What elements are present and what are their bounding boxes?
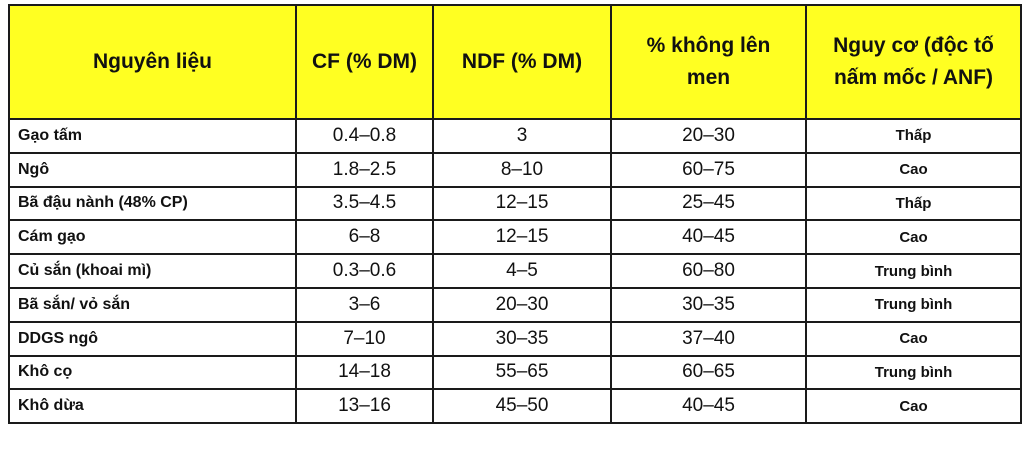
cell-risk: Cao xyxy=(806,153,1021,187)
cell-cf: 13–16 xyxy=(296,389,433,423)
header-risk: Nguy cơ (độc tố nấm mốc / ANF) xyxy=(806,5,1021,119)
cell-cf: 0.3–0.6 xyxy=(296,254,433,288)
cell-ndf: 8–10 xyxy=(433,153,611,187)
cell-ingredient: Bã đậu nành (48% CP) xyxy=(9,187,296,221)
cell-cf: 3.5–4.5 xyxy=(296,187,433,221)
ingredient-table xyxy=(8,4,1022,424)
cell-ingredient: Khô cọ xyxy=(9,356,296,390)
cell-ingredient: Cám gạo xyxy=(9,220,296,254)
cell-ndf: 20–30 xyxy=(433,288,611,322)
table-row xyxy=(9,322,1021,356)
cell-cf: 14–18 xyxy=(296,356,433,390)
cell-ingredient: Bã sắn/ vỏ sắn xyxy=(9,288,296,322)
cell-risk: Trung bình xyxy=(806,254,1021,288)
header-cf: CF (% DM) xyxy=(296,5,433,119)
cell-risk: Trung bình xyxy=(806,356,1021,390)
table-row xyxy=(9,187,1021,221)
cell-risk: Cao xyxy=(806,220,1021,254)
table-row xyxy=(9,220,1021,254)
cell-ndf: 45–50 xyxy=(433,389,611,423)
cell-ingredient: Củ sắn (khoai mì) xyxy=(9,254,296,288)
cell-risk: Cao xyxy=(806,389,1021,423)
cell-ndf: 12–15 xyxy=(433,220,611,254)
cell-unfermented: 37–40 xyxy=(611,322,806,356)
cell-cf: 7–10 xyxy=(296,322,433,356)
cell-unfermented: 60–75 xyxy=(611,153,806,187)
cell-ingredient: DDGS ngô xyxy=(9,322,296,356)
cell-unfermented: 20–30 xyxy=(611,119,806,153)
table-row xyxy=(9,389,1021,423)
cell-risk: Thấp xyxy=(806,119,1021,153)
cell-ndf: 4–5 xyxy=(433,254,611,288)
cell-ingredient: Ngô xyxy=(9,153,296,187)
table-row xyxy=(9,254,1021,288)
cell-unfermented: 40–45 xyxy=(611,220,806,254)
table-row xyxy=(9,119,1021,153)
cell-ndf: 3 xyxy=(433,119,611,153)
cell-unfermented: 60–80 xyxy=(611,254,806,288)
cell-unfermented: 60–65 xyxy=(611,356,806,390)
cell-risk: Thấp xyxy=(806,187,1021,221)
cell-risk: Cao xyxy=(806,322,1021,356)
cell-cf: 1.8–2.5 xyxy=(296,153,433,187)
cell-unfermented: 30–35 xyxy=(611,288,806,322)
cell-risk: Trung bình xyxy=(806,288,1021,322)
cell-ndf: 12–15 xyxy=(433,187,611,221)
table-body xyxy=(9,119,1021,423)
cell-ingredient: Gạo tấm xyxy=(9,119,296,153)
header-ndf: NDF (% DM) xyxy=(433,5,611,119)
cell-ndf: 30–35 xyxy=(433,322,611,356)
cell-cf: 0.4–0.8 xyxy=(296,119,433,153)
cell-cf: 6–8 xyxy=(296,220,433,254)
table-row xyxy=(9,153,1021,187)
table-row xyxy=(9,356,1021,390)
cell-unfermented: 25–45 xyxy=(611,187,806,221)
table-row xyxy=(9,288,1021,322)
cell-ingredient: Khô dừa xyxy=(9,389,296,423)
cell-ndf: 55–65 xyxy=(433,356,611,390)
header-row xyxy=(9,5,1021,119)
cell-cf: 3–6 xyxy=(296,288,433,322)
header-unfermented: % không lên men xyxy=(611,5,806,119)
cell-unfermented: 40–45 xyxy=(611,389,806,423)
header-ingredient: Nguyên liệu xyxy=(9,5,296,119)
